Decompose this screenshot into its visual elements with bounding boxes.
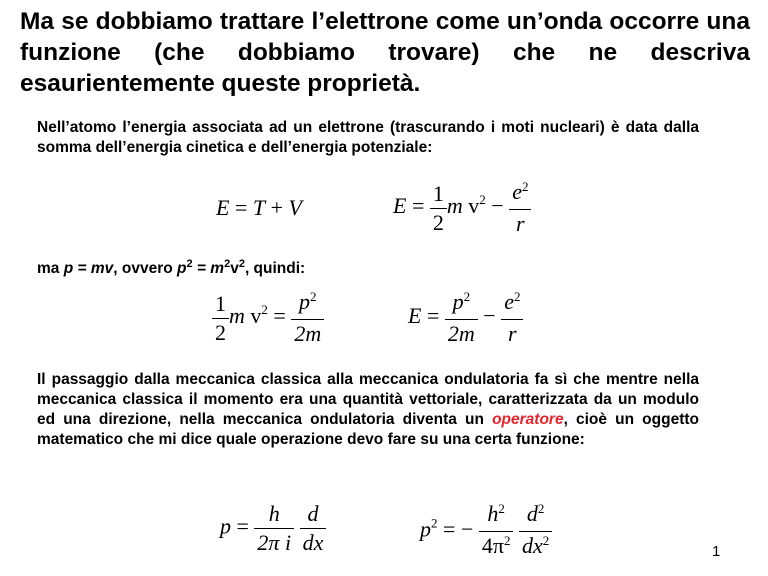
equation-energy-momentum: E = $\frac{p^2}{2m}$ − $\frac{e^2}{r}$ bbox=[408, 288, 523, 348]
page-number: 1 bbox=[712, 543, 721, 560]
transition-paragraph: Il passaggio dalla meccanica classica alla meccanica ondulatoria fa sì che mentre nella meccanica classica il momento era una quantità vettoriale, caratterizzata da un modulo ed una direzione, nella meccanica ondulatoria diventa un operatore, cioè un oggetto matematico che mi dice quale operazione devo fare su una certa funzione: bbox=[37, 371, 699, 448]
intro-paragraph: Nell’atomo l’energia associata ad un elettrone (trascurando i moti nucleari) è data dalla somma dell’energia cinetica e dell’energia potenziale: bbox=[37, 119, 699, 156]
equation-momentum-squared-operator: $p^2$ = − $\frac{h^2}{4\pi^2}$ $\frac{d^2}{dx^2}$ bbox=[420, 500, 552, 563]
operator-highlight: operatore bbox=[492, 411, 564, 428]
momentum-line: ma p = mv, ovvero $p^2 = m^2v^2$, quindi: bbox=[37, 258, 306, 277]
equation-momentum-operator: p = $\frac{h}{\text{2π i}}$ $\frac{d}{dx}$ bbox=[220, 500, 326, 557]
equation-energy-sum: E = T + V bbox=[216, 195, 302, 220]
equation-kinetic-momentum: $\frac{1}{2}$ m $v^2$ = $\frac{p^2}{2m}$ bbox=[212, 288, 324, 348]
slide-title: Ma se dobbiamo trattare l’elettrone come un’onda occorre una funzione (che dobbiamo trovare) che ne descriva esaurientemente queste proprietà. bbox=[20, 8, 750, 97]
equation-energy-explicit: E = $\frac{1}{2}$ m $v^2$ − $\frac{e^2}{r}$ bbox=[393, 178, 531, 238]
